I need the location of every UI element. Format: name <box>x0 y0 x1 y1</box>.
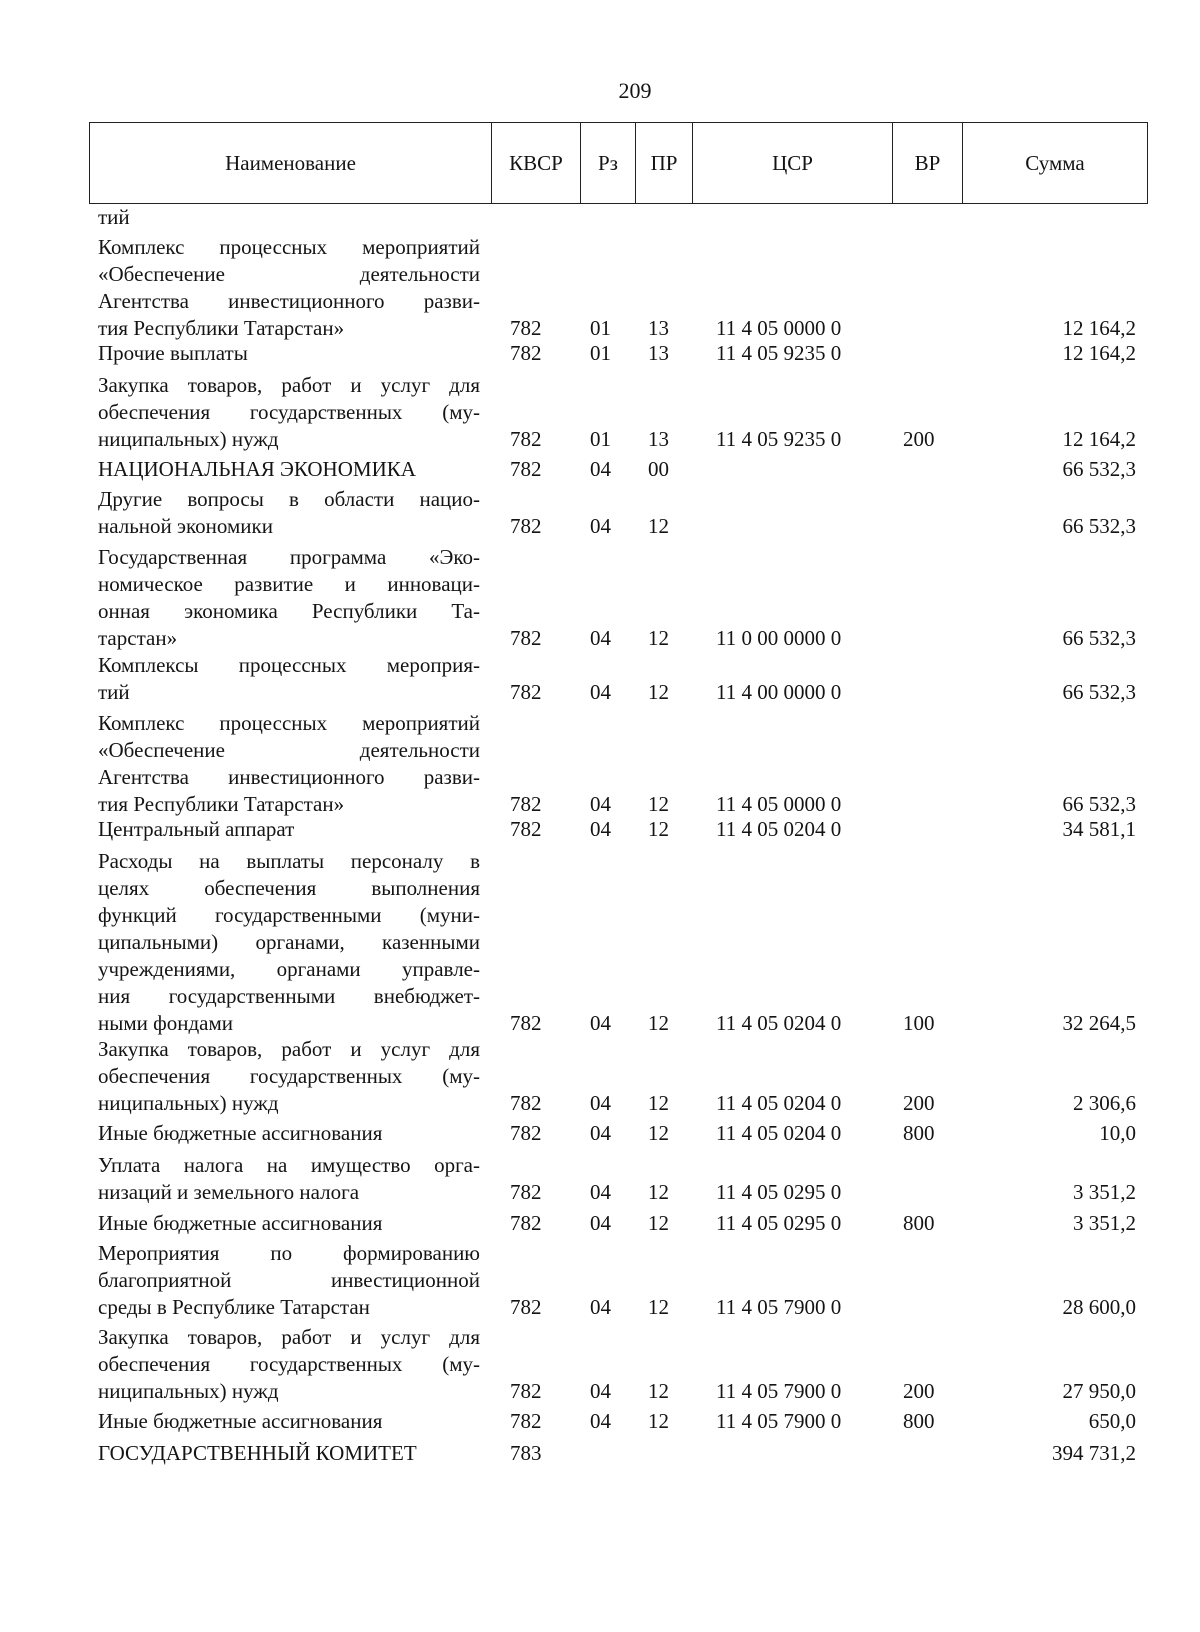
header-sum: Сумма <box>1025 151 1085 175</box>
row-name-line: Закупка товаров, работ и услуг для <box>98 1037 480 1061</box>
row-name <box>98 234 480 342</box>
cell-sum: 32 264,5 <box>1062 1011 1136 1035</box>
row-name-line: Государственная программа «Эко- <box>98 545 480 569</box>
row-name-line: тий <box>98 680 130 704</box>
cell-kvsr: 782 <box>510 1379 542 1403</box>
cell-rz: 04 <box>590 1011 611 1035</box>
cell-kvsr: 782 <box>510 1121 542 1145</box>
cell-csr: 11 4 05 0204 0 <box>716 1121 842 1145</box>
cell-vr: 800 <box>903 1121 935 1145</box>
row-name-line: номическое развитие и инноваци- <box>98 572 480 596</box>
row-name-line: среды в Республике Татарстан <box>98 1295 370 1319</box>
cell-csr: 11 4 05 0000 0 <box>716 316 842 340</box>
cell-rz: 04 <box>590 1121 611 1145</box>
cell-kvsr: 782 <box>510 1295 542 1319</box>
cell-rz: 01 <box>590 341 611 365</box>
cell-csr: 11 4 05 0295 0 <box>716 1180 842 1204</box>
row-name-line: Иные бюджетные ассигнования <box>98 1121 383 1145</box>
cell-kvsr: 782 <box>510 1180 542 1204</box>
row-name-line: ниципальных) нужд <box>98 1091 279 1115</box>
cell-vr: 800 <box>903 1409 935 1433</box>
row-name <box>98 1120 480 1147</box>
cell-pr: 12 <box>648 626 669 650</box>
row-name-line: тия Республики Татарстан» <box>98 792 345 816</box>
row-name-line: Агентства инвестиционного разви- <box>98 765 480 789</box>
cell-csr: 11 4 05 7900 0 <box>716 1379 842 1403</box>
row-name-line: тия Республики Татарстан» <box>98 316 345 340</box>
row-name-line: Закупка товаров, работ и услуг для <box>98 373 480 397</box>
row-name-line: ния государственными внебюджет- <box>98 984 480 1008</box>
cell-rz: 04 <box>590 1295 611 1319</box>
row-name <box>98 1408 480 1435</box>
row-name-line: тарстан» <box>98 626 178 650</box>
cell-csr: 11 0 00 0000 0 <box>716 626 842 650</box>
cell-sum: 66 532,3 <box>1062 792 1136 816</box>
cell-kvsr: 782 <box>510 457 542 481</box>
header-kvsr: КВСР <box>492 123 581 203</box>
cell-sum: 66 532,3 <box>1062 514 1136 538</box>
cell-sum: 10,0 <box>1099 1121 1136 1145</box>
cell-csr: 11 4 05 0204 0 <box>716 817 842 841</box>
row-name-line: Центральный аппарат <box>98 817 295 841</box>
cell-rz: 04 <box>590 1091 611 1115</box>
row-name-line: ципальными) органами, казенными <box>98 930 480 954</box>
cell-rz: 04 <box>590 626 611 650</box>
row-name-line: обеспечения государственных (му- <box>98 1352 480 1376</box>
row-name-line: обеспечения государственных (му- <box>98 1064 480 1088</box>
header-rz: Рз <box>581 123 636 203</box>
cell-pr: 13 <box>648 427 669 451</box>
cell-rz: 04 <box>590 457 611 481</box>
cell-kvsr: 782 <box>510 1011 542 1035</box>
cell-rz: 04 <box>590 1409 611 1433</box>
cell-kvsr: 782 <box>510 341 542 365</box>
cell-rz: 04 <box>590 1211 611 1235</box>
row-name-line: функций государственными (муни- <box>98 903 480 927</box>
row-name <box>98 1152 480 1206</box>
row-name <box>98 1440 480 1467</box>
cell-csr: 11 4 05 0000 0 <box>716 792 842 816</box>
row-name-line: учреждениями, органами управле- <box>98 957 480 981</box>
cell-pr: 12 <box>648 1180 669 1204</box>
header-vr: ВР <box>893 123 963 203</box>
cell-sum: 3 351,2 <box>1073 1180 1136 1204</box>
row-name-line: ниципальных) нужд <box>98 1379 279 1403</box>
cell-kvsr: 782 <box>510 316 542 340</box>
row-name-line: ГОСУДАРСТВЕННЫЙ КОМИТЕТ <box>98 1441 417 1465</box>
row-name-line: Комплексы процессных мероприя- <box>98 653 480 677</box>
row-name-line: онная экономика Республики Та- <box>98 599 480 623</box>
cell-rz: 04 <box>590 514 611 538</box>
row-name <box>98 652 480 706</box>
row-name-line: Уплата налога на имущество орга- <box>98 1153 480 1177</box>
row-name-line: нальной экономики <box>98 514 273 538</box>
cell-pr: 12 <box>648 1211 669 1235</box>
cell-sum: 66 532,3 <box>1062 680 1136 704</box>
cell-pr: 12 <box>648 792 669 816</box>
row-name-line: Закупка товаров, работ и услуг для <box>98 1325 480 1349</box>
cell-pr: 12 <box>648 680 669 704</box>
cell-sum: 66 532,3 <box>1062 457 1136 481</box>
cell-kvsr: 782 <box>510 514 542 538</box>
cell-sum: 394 731,2 <box>1052 1441 1136 1465</box>
cell-rz: 04 <box>590 792 611 816</box>
row-name-line: Комплекс процессных мероприятий <box>98 711 480 735</box>
row-name-line: Комплекс процессных мероприятий <box>98 235 480 259</box>
row-name <box>98 204 480 231</box>
row-name <box>98 816 480 843</box>
cell-kvsr: 782 <box>510 626 542 650</box>
cell-sum: 650,0 <box>1088 1409 1136 1433</box>
cell-sum: 28 600,0 <box>1062 1295 1136 1319</box>
cell-rz: 04 <box>590 1379 611 1403</box>
cell-pr: 12 <box>648 817 669 841</box>
cell-csr: 11 4 05 0204 0 <box>716 1011 842 1035</box>
cell-kvsr: 782 <box>510 792 542 816</box>
cell-pr: 12 <box>648 1091 669 1115</box>
cell-pr: 13 <box>648 316 669 340</box>
row-name-line: Иные бюджетные ассигнования <box>98 1409 383 1433</box>
cell-kvsr: 782 <box>510 1091 542 1115</box>
row-name-line: ниципальных) нужд <box>98 427 279 451</box>
cell-pr: 12 <box>648 1379 669 1403</box>
cell-csr: 11 4 05 0204 0 <box>716 1091 842 1115</box>
cell-pr: 00 <box>648 457 669 481</box>
page-number: 209 <box>618 78 652 103</box>
row-name-line: низаций и земельного налога <box>98 1180 360 1204</box>
row-name-line: «Обеспечение деятельности <box>98 262 480 286</box>
cell-pr: 13 <box>648 341 669 365</box>
cell-pr: 12 <box>648 1409 669 1433</box>
cell-vr: 100 <box>903 1011 935 1035</box>
row-name-line: Мероприятия по формированию <box>98 1241 480 1265</box>
row-name-line: тий <box>98 205 130 229</box>
row-name <box>98 1210 480 1237</box>
header-name: Наименование <box>90 123 492 203</box>
cell-csr: 11 4 05 7900 0 <box>716 1409 842 1433</box>
cell-pr: 12 <box>648 514 669 538</box>
cell-kvsr: 782 <box>510 817 542 841</box>
row-name-line: целях обеспечения выполнения <box>98 876 480 900</box>
row-name-line: Расходы на выплаты персоналу в <box>98 849 480 873</box>
cell-kvsr: 782 <box>510 680 542 704</box>
cell-sum: 66 532,3 <box>1062 626 1136 650</box>
header-pr: ПР <box>636 123 693 203</box>
cell-sum: 2 306,6 <box>1073 1091 1136 1115</box>
cell-rz: 01 <box>590 316 611 340</box>
row-name <box>98 848 480 1037</box>
header-csr: ЦСР <box>693 123 893 203</box>
cell-kvsr: 782 <box>510 427 542 451</box>
cell-kvsr: 782 <box>510 1409 542 1433</box>
cell-sum: 12 164,2 <box>1062 427 1136 451</box>
cell-csr: 11 4 05 9235 0 <box>716 341 842 365</box>
row-name <box>98 544 480 652</box>
row-name-line: «Обеспечение деятельности <box>98 738 480 762</box>
cell-rz: 04 <box>590 680 611 704</box>
row-name <box>98 372 480 453</box>
cell-pr: 12 <box>648 1121 669 1145</box>
cell-csr: 11 4 00 0000 0 <box>716 680 842 704</box>
cell-csr: 11 4 05 9235 0 <box>716 427 842 451</box>
row-name <box>98 1240 480 1321</box>
row-name <box>98 1324 480 1405</box>
row-name <box>98 710 480 818</box>
row-name <box>98 1036 480 1117</box>
cell-sum: 12 164,2 <box>1062 341 1136 365</box>
cell-rz: 01 <box>590 427 611 451</box>
row-name <box>98 456 480 483</box>
row-name-line: НАЦИОНАЛЬНАЯ ЭКОНОМИКА <box>98 457 416 481</box>
cell-sum: 27 950,0 <box>1062 1379 1136 1403</box>
row-name-line: благоприятной инвестиционной <box>98 1268 480 1292</box>
cell-sum: 3 351,2 <box>1073 1211 1136 1235</box>
row-name <box>98 340 480 367</box>
cell-sum: 12 164,2 <box>1062 316 1136 340</box>
row-name <box>98 486 480 540</box>
cell-kvsr: 783 <box>510 1441 542 1465</box>
row-name-line: обеспечения государственных (му- <box>98 400 480 424</box>
cell-csr: 11 4 05 7900 0 <box>716 1295 842 1319</box>
cell-rz: 04 <box>590 1180 611 1204</box>
cell-rz: 04 <box>590 817 611 841</box>
cell-vr: 200 <box>903 427 935 451</box>
row-name-line: Агентства инвестиционного разви- <box>98 289 480 313</box>
cell-vr: 200 <box>903 1379 935 1403</box>
cell-pr: 12 <box>648 1011 669 1035</box>
cell-sum: 34 581,1 <box>1062 817 1136 841</box>
cell-pr: 12 <box>648 1295 669 1319</box>
row-name-line: ными фондами <box>98 1011 234 1035</box>
cell-vr: 200 <box>903 1091 935 1115</box>
row-name-line: Иные бюджетные ассигнования <box>98 1211 383 1235</box>
row-name-line: Прочие выплаты <box>98 341 248 365</box>
cell-csr: 11 4 05 0295 0 <box>716 1211 842 1235</box>
cell-vr: 800 <box>903 1211 935 1235</box>
row-name-line: Другие вопросы в области нацио- <box>98 487 480 511</box>
cell-kvsr: 782 <box>510 1211 542 1235</box>
